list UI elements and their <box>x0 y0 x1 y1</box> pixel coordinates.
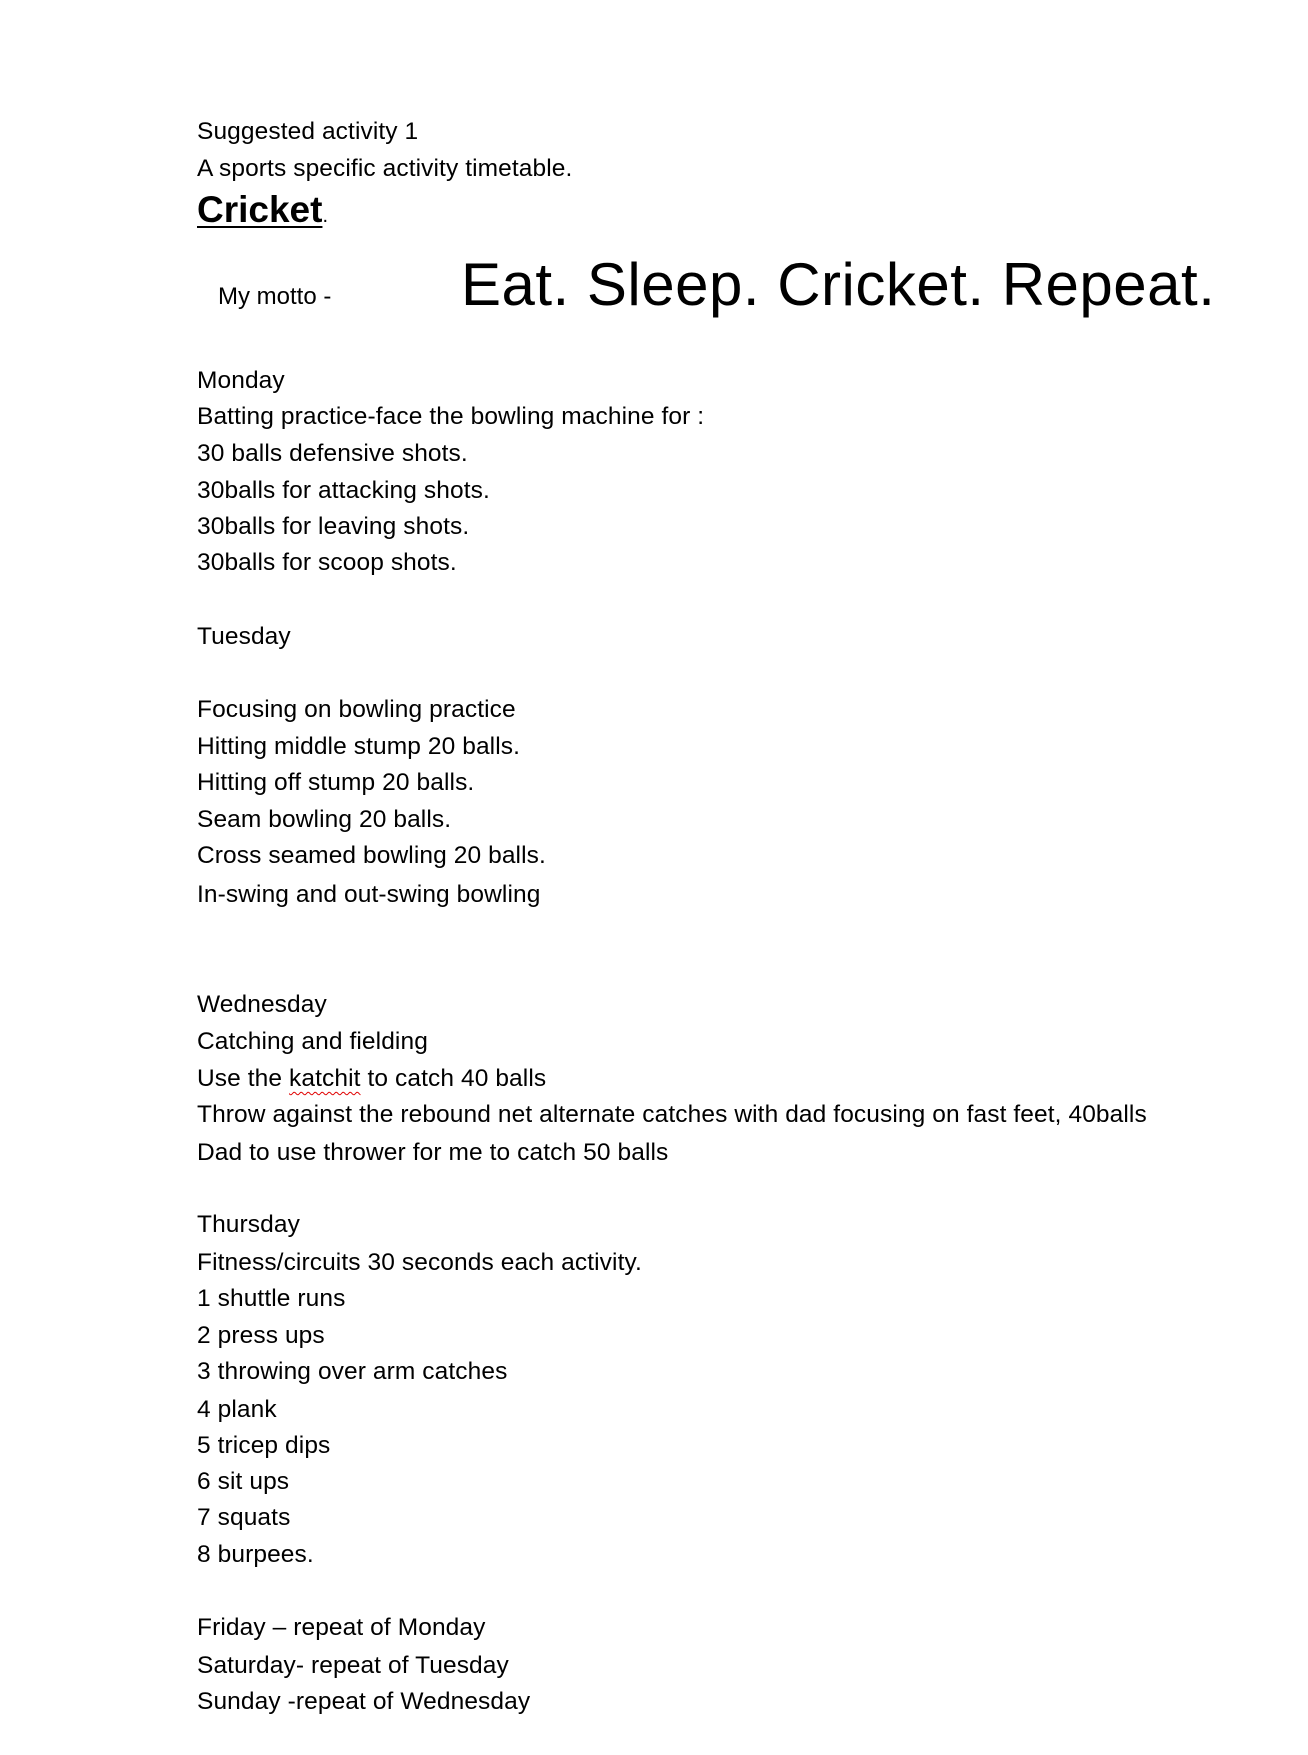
circuit-activity: 1 shuttle runs <box>197 1285 346 1312</box>
circuit-activity: 5 tricep dips <box>197 1432 331 1459</box>
day-heading-wednesday: Wednesday <box>197 991 327 1018</box>
monday-line: 30balls for leaving shots. <box>197 513 470 540</box>
tuesday-line: Hitting middle stump 20 balls. <box>197 733 521 760</box>
repeat-day-saturday: Saturday- repeat of Tuesday <box>197 1652 509 1679</box>
day-heading-thursday: Thursday <box>197 1211 300 1238</box>
monday-line: Batting practice-face the bowling machine for : <box>197 403 705 430</box>
circuit-activity: 2 press ups <box>197 1322 325 1349</box>
tuesday-line: Seam bowling 20 balls. <box>197 806 452 833</box>
circuit-activity: 6 sit ups <box>197 1468 290 1495</box>
thursday-intro: Fitness/circuits 30 seconds each activity. <box>197 1249 642 1276</box>
circuit-activity: 8 burpees. <box>197 1541 314 1568</box>
wednesday-line: Throw against the rebound net alternate catches with dad focusing on fast feet, 40balls <box>197 1101 1147 1128</box>
activity-heading: Suggested activity 1 <box>197 118 419 145</box>
monday-line: 30balls for attacking shots. <box>197 477 490 504</box>
day-heading-tuesday: Tuesday <box>197 623 291 650</box>
repeat-day-friday: Friday – repeat of Monday <box>197 1614 486 1641</box>
monday-line: 30 balls defensive shots. <box>197 440 468 467</box>
motto-text: Eat. Sleep. Cricket. Repeat. <box>461 251 1216 318</box>
wednesday-line: Catching and fielding <box>197 1028 428 1055</box>
wednesday-text: to catch 40 balls <box>360 1065 547 1092</box>
wednesday-text: Use the <box>197 1065 290 1092</box>
wednesday-line: Dad to use thrower for me to catch 50 balls <box>197 1139 669 1166</box>
title-period: . <box>322 205 329 227</box>
repeat-day-sunday: Sunday -repeat of Wednesday <box>197 1688 531 1715</box>
activity-subtitle: A sports specific activity timetable. <box>197 155 573 182</box>
tuesday-line: In-swing and out-swing bowling <box>197 881 541 908</box>
circuit-activity: 3 throwing over arm catches <box>197 1358 508 1385</box>
wednesday-line <box>197 1064 546 1094</box>
motto-label: My motto - <box>218 283 332 310</box>
tuesday-line: Focusing on bowling practice <box>197 696 516 723</box>
monday-line: 30balls for scoop shots. <box>197 549 457 576</box>
misspelled-word[interactable]: katchit <box>289 1065 361 1092</box>
circuit-activity: 4 plank <box>197 1396 277 1423</box>
day-heading-monday: Monday <box>197 367 285 394</box>
tuesday-line: Hitting off stump 20 balls. <box>197 769 475 796</box>
tuesday-line: Cross seamed bowling 20 balls. <box>197 842 546 869</box>
document-title <box>197 188 328 238</box>
title-word: Cricket <box>197 189 323 230</box>
circuit-activity: 7 squats <box>197 1504 291 1531</box>
